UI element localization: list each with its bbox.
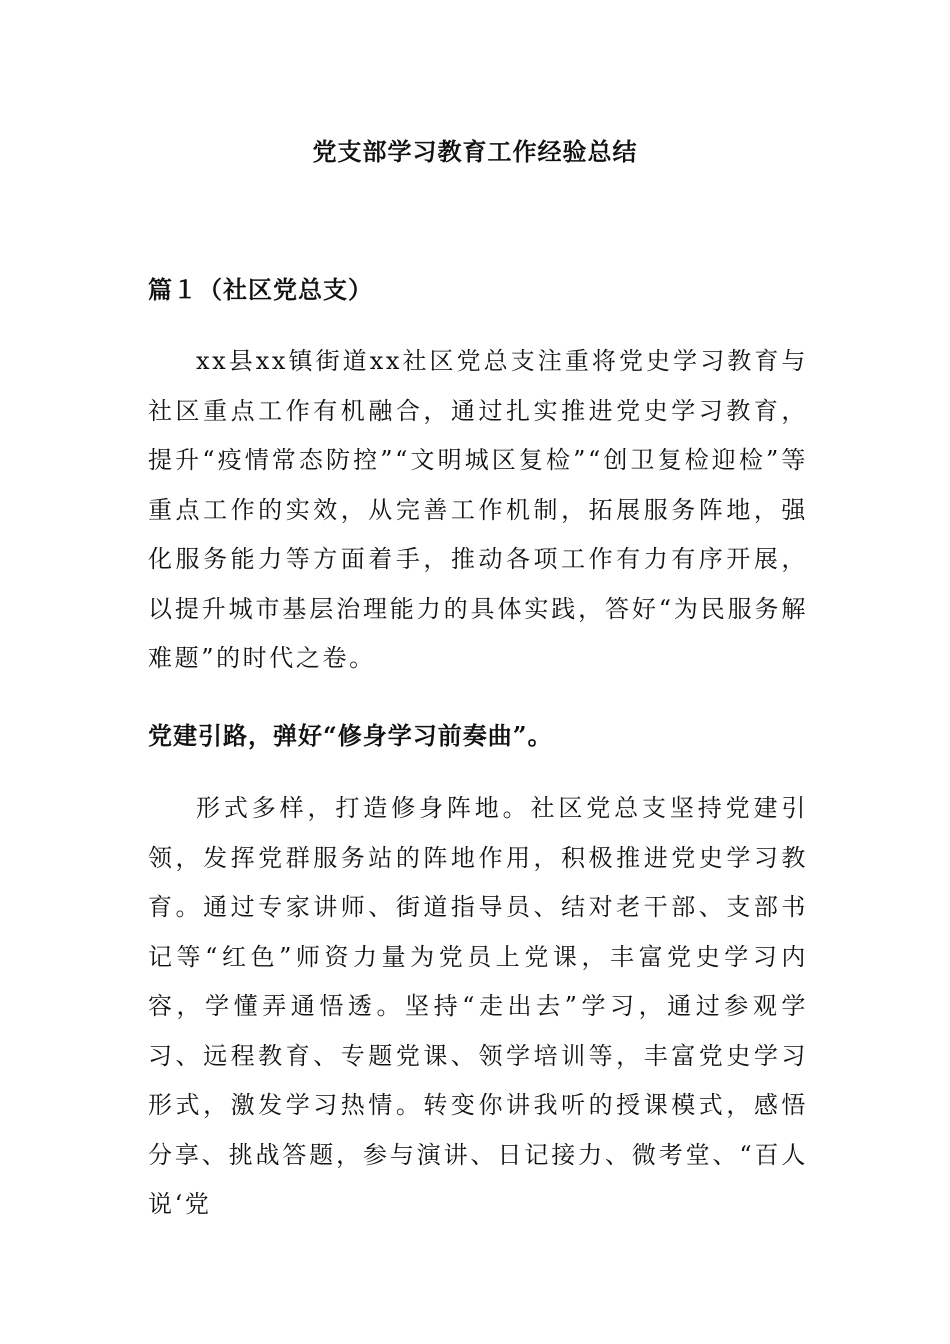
paragraph-2: 形式多样，打造修身阵地。社区党总支坚持党建引领，发挥党群服务站的阵地作用，积极推进党史学习教育。通过专家讲师、街道指导员、结对老干部、支部书记等“红色”师资力量为党员上党课，丰富党史学习内容，学懂弄通悟透。坚持“走出去”学习，通过参观学习、远程教育、专题党课、领学培训等，丰富党史学习形式，激发学习热情。转变你讲我听的授课模式，感悟分享、挑战答题，参与演讲、日记接力、微考堂、“百人说‘党 bbox=[148, 794, 808, 1218]
section-heading-2: 党建引路，弹好“修身学习前奏曲”。 bbox=[148, 721, 553, 750]
paragraph-1: xx县xx镇街道xx社区党总支注重将党史学习教育与社区重点工作有机融合，通过扎实推进党史学习教育，提升“疫情常态防控”“文明城区复检”“创卫复检迎检”等重点工作的实效，从完善工作机制，拓展服务阵地，强化服务能力等方面着手，推动各项工作有力有序开展，以提升城市基层治理能力的具体实践，答好“为民服务解难题”的时代之卷。 bbox=[148, 347, 808, 672]
document-title: 党支部学习教育工作经验总结 bbox=[312, 138, 638, 166]
section-heading-1: 篇１（社区党总支） bbox=[148, 275, 373, 304]
